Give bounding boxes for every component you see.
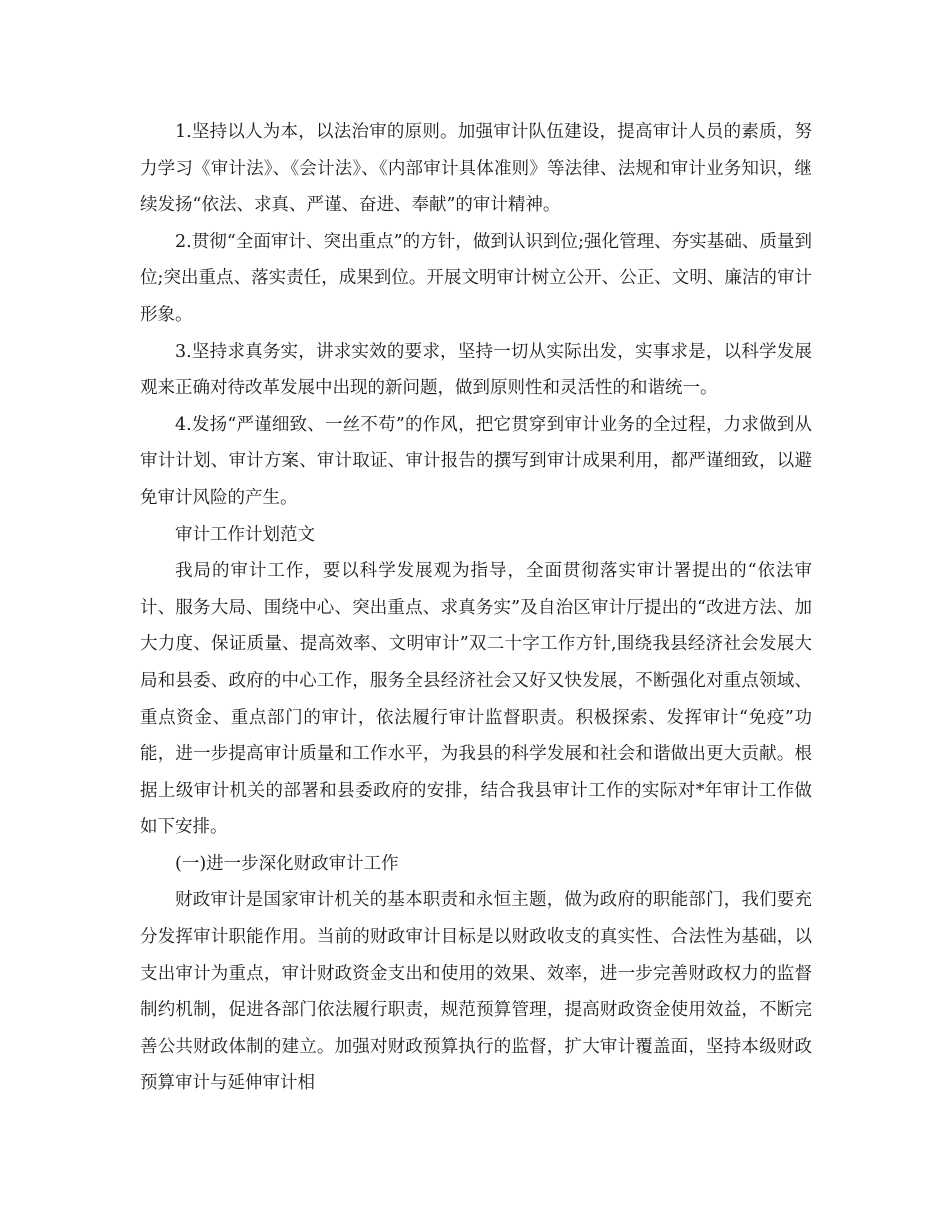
paragraph-fiscal-audit: 财政审计是国家审计机关的基本职责和永恒主题，做为政府的职能部门，我们要充分发挥审计职能作用。当前的财政审计目标是以财政收支的真实性、合法性为基础，以支出审计为重点，审计财政资金支出和使用的效果、效率，进一步完善财政权力的监督制约机制，促进各部门依法履行职责，规范预算管理，提高财政资金使用效益，不断完善公共财政体制的建立。加强对财政预算执行的监督，扩大审计覆盖面，坚持本级财政预算审计与延伸审计相 (140, 890, 812, 1094)
paragraph-intro: 我局的审计工作，要以科学发展观为指导，全面贯彻落实审计署提出的“依法审计、服务大局、围绕中心、突出重点、求真务实”及自治区审计厅提出的“改进方法、加大力度、保证质量、提高效率、文明审计”双二十字工作方针,围绕我县经济社会发展大局和县委、政府的中心工作，服务全县经济社会又好又快发展，不断强化对重点领域、重点资金、重点部门的审计，依法履行审计监督职责。积极探索、发挥审计“免疫”功能，进一步提高审计质量和工作水平，为我县的科学发展和社会和谐做出更大贡献。根据上级审计机关的部署和县委政府的安排，结合我县审计工作的实际对*年审计工作做如下安排。 (140, 561, 812, 838)
subsection-heading: (一)进一步深化财政审计工作 (175, 853, 399, 874)
paragraph-principle-1: 1.坚持以人为本，以法治审的原则。加强审计队伍建设，提高审计人员的素质，努力学习《审计法》、《会计法》、《内部审计具体准则》等法律、法规和审计业务知识，继续发扬“依法、求真、严谨、奋进、奉献”的审计精神。 (140, 122, 812, 216)
paragraph-principle-3: 3.坚持求真务实，讲求实效的要求，坚持一切从实际出发，实事求是，以科学发展观来正确对待改革发展中出现的新问题，做到原则性和灵活性的和谐统一。 (140, 341, 812, 399)
paragraph-principle-2: 2.贯彻“全面审计、突出重点”的方针，做到认识到位;强化管理、夯实基础、质量到位;突出重点、落实责任，成果到位。开展文明审计树立公开、公正、文明、廉洁的审计形象。 (140, 231, 812, 325)
paragraph-principle-4: 4.发扬“严谨细致、一丝不苟”的作风，把它贯穿到审计业务的全过程，力求做到从审计计划、审计方案、审计取证、审计报告的撰写到审计成果利用，都严谨细致，以避免审计风险的产生。 (140, 414, 812, 508)
section-heading: 审计工作计划范文 (175, 524, 315, 545)
document-body (140, 114, 812, 1102)
